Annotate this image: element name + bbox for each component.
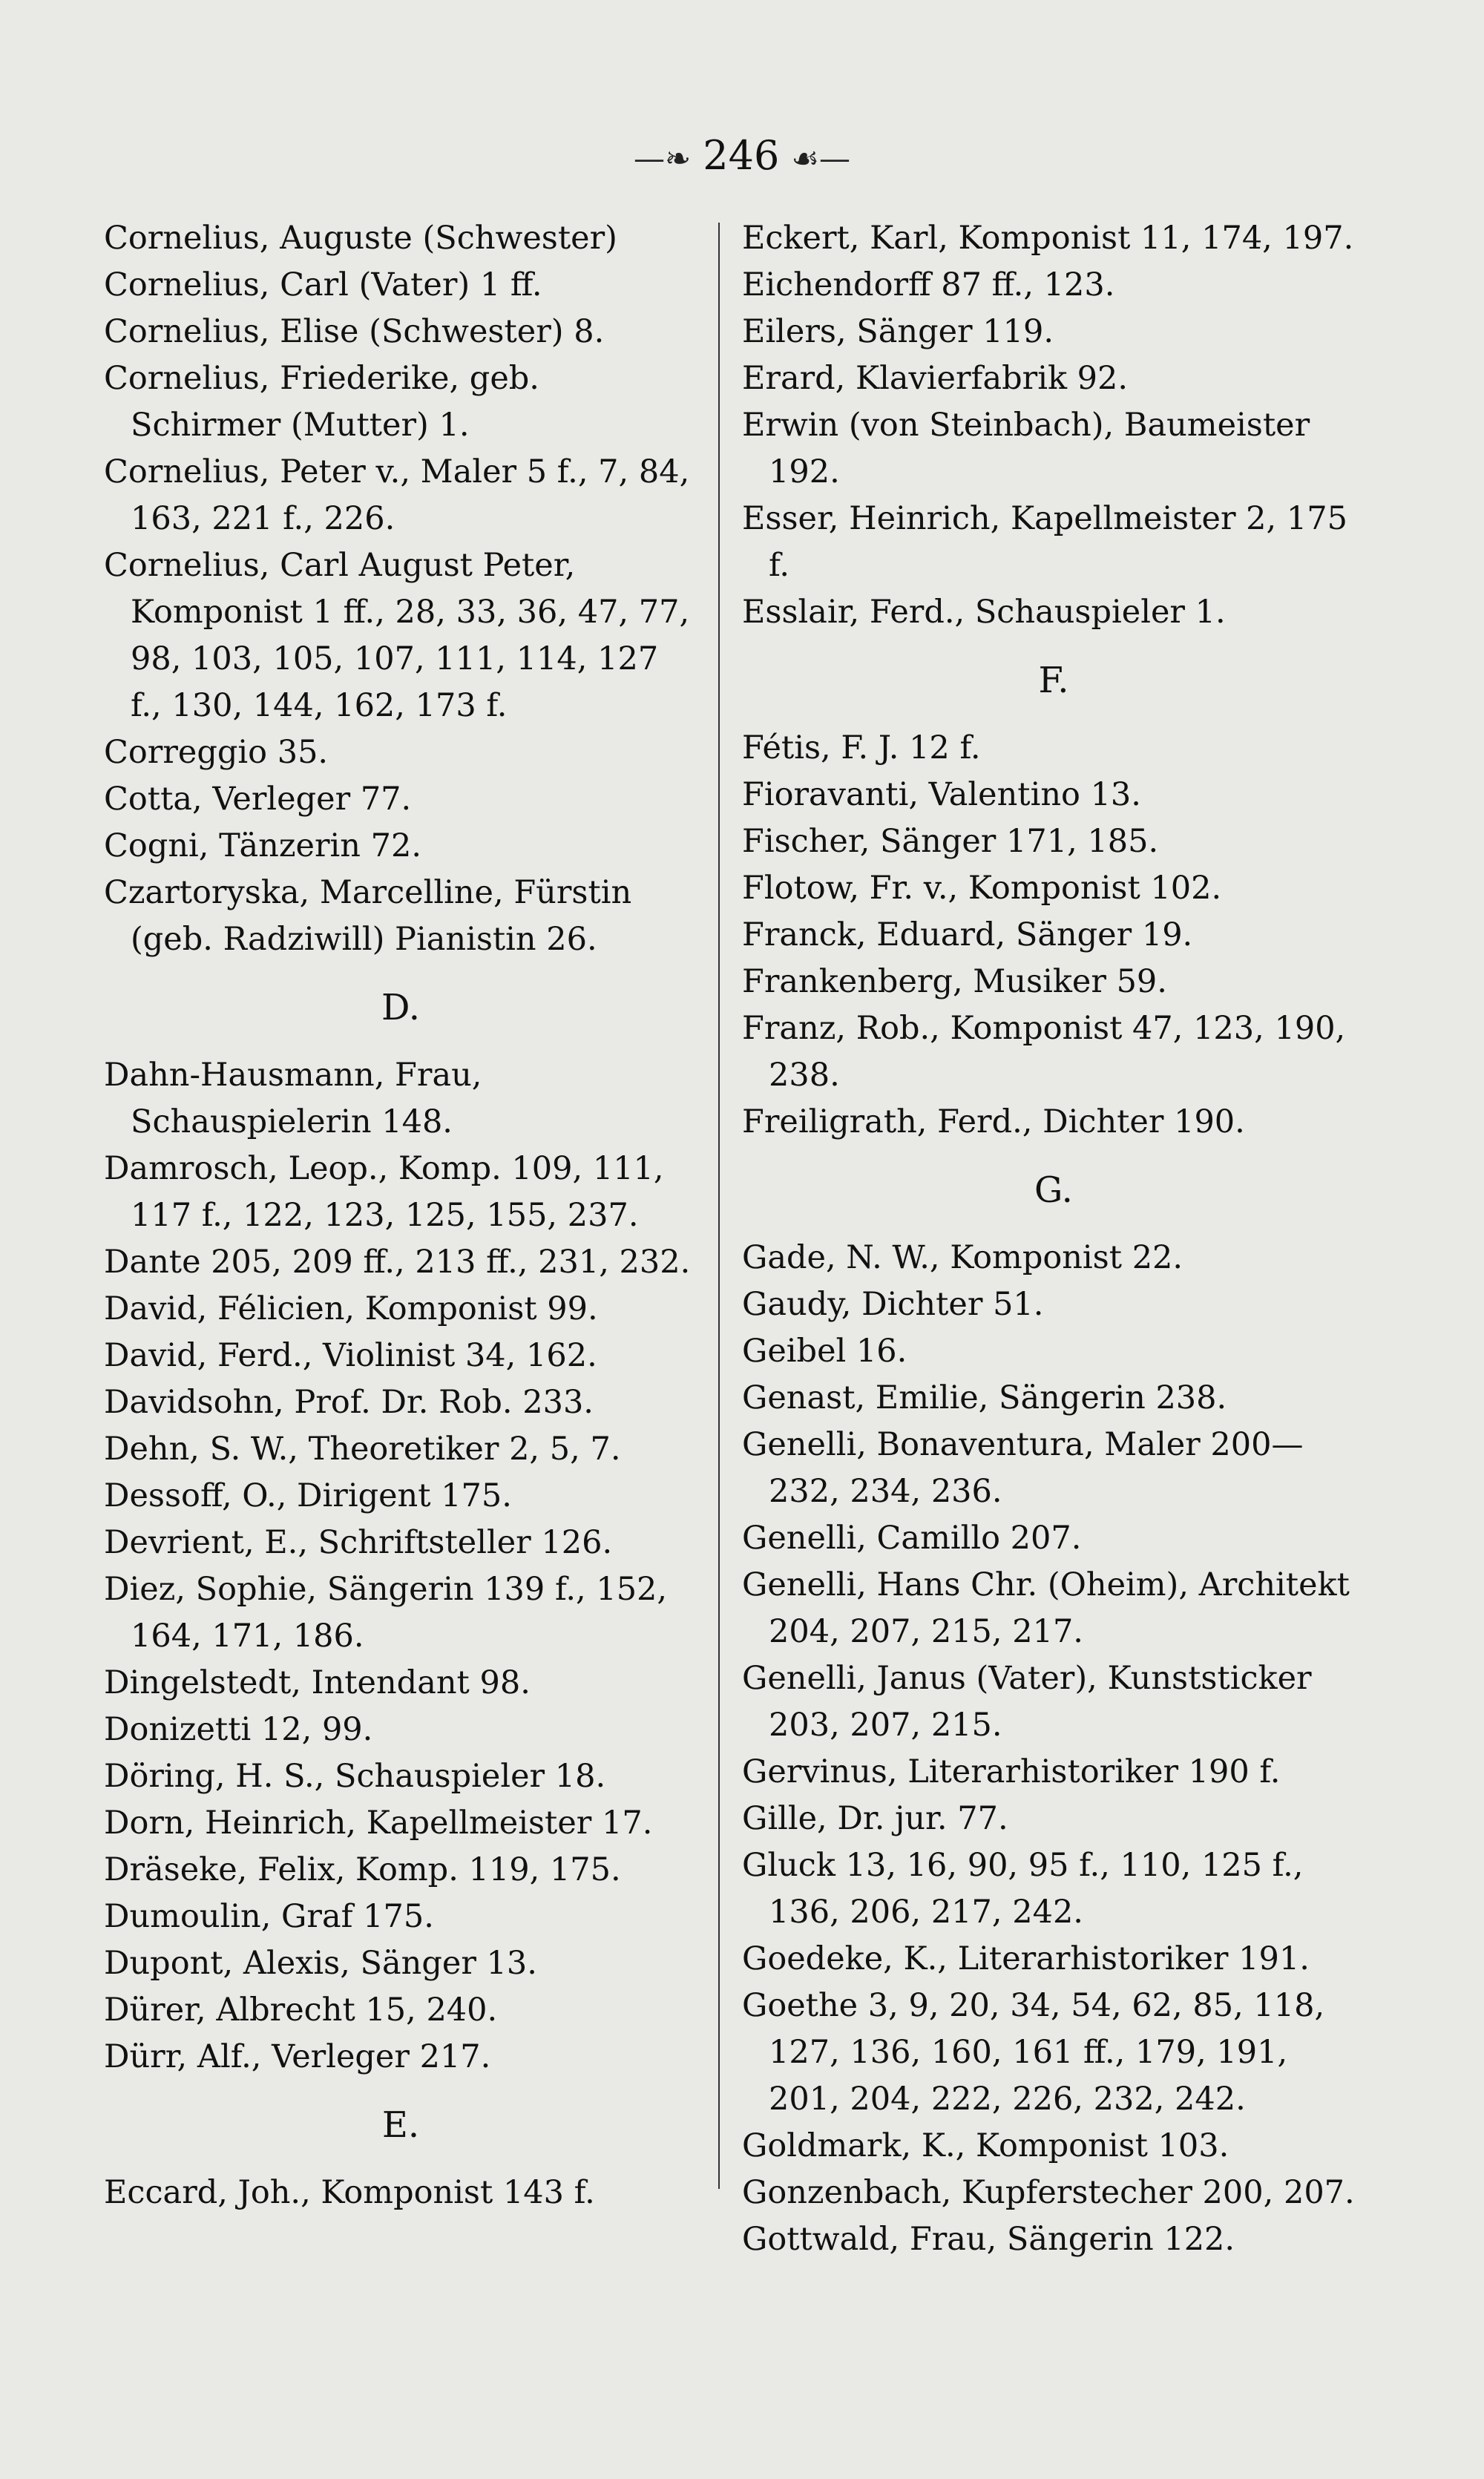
index-entry: Cornelius, Carl (Vater) 1 ff.: [104, 266, 542, 303]
index-entry: Dupont, Alexis, Sänger 13.: [104, 1945, 537, 1982]
index-entry: Flotow, Fr. v., Komponist 102.: [742, 870, 1222, 907]
index-entry: Frankenberg, Musiker 59.: [742, 963, 1167, 1000]
index-entry: Freiligrath, Ferd., Dichter 190.: [742, 1103, 1245, 1140]
index-entry: Gluck 13, 16, 90, 95 f., 110, 125 f., 136, 206, 217, 242.: [742, 1847, 1304, 1931]
index-entry: Genelli, Hans Chr. (Oheim), Architekt 204, 207, 215, 217.: [742, 1566, 1350, 1650]
index-entry: Dorn, Heinrich, Kapellmeister 17.: [104, 1805, 653, 1842]
index-entry: Eccard, Joh., Komponist 143 f.: [104, 2174, 595, 2211]
index-entry: Eckert, Karl, Komponist 11, 174, 197.: [742, 220, 1354, 257]
index-entry: Diez, Sophie, Sängerin 139 f., 152, 164, 171, 186.: [104, 1571, 668, 1655]
index-entry: Erard, Klavierfabrik 92.: [742, 360, 1129, 397]
index-entry: Dürr, Alf., Verleger 217.: [104, 2038, 491, 2075]
index-entry: Erwin (von Steinbach), Baumeister 192.: [742, 407, 1310, 490]
index-entry: Cornelius, Peter v., Maler 5 f., 7, 84, 163, 221 f., 226.: [104, 453, 690, 537]
section-heading-e: E.: [381, 2104, 420, 2146]
column-divider: [718, 223, 720, 2189]
index-entry: Dessoff, O., Dirigent 175.: [104, 1477, 512, 1514]
index-entry: Gottwald, Frau, Sängerin 122.: [742, 2221, 1235, 2258]
index-entry: Czartoryska, Marcelline, Fürstin (geb. Radziwill) Pianistin 26.: [104, 874, 632, 958]
index-entry: Genast, Emilie, Sängerin 238.: [742, 1379, 1227, 1416]
index-entry: Gade, N. W., Komponist 22.: [742, 1239, 1183, 1276]
index-entry: Cornelius, Carl August Peter, Komponist 1 ff., 28, 33, 36, 47, 77, 98, 103, 105, 107, 111, 114, 127 f., 130, 144, 162, 173 f.: [104, 547, 690, 724]
left-column: [104, 215, 697, 2263]
index-entry: Dingelstedt, Intendant 98.: [104, 1664, 531, 1701]
index-entry: Esslair, Ferd., Schauspieler 1.: [742, 594, 1226, 631]
index-entry: Cornelius, Elise (Schwester) 8.: [104, 313, 605, 350]
index-entry: Genelli, Camillo 207.: [742, 1520, 1082, 1557]
index-entry: Donizetti 12, 99.: [104, 1711, 373, 1748]
index-entry: Cornelius, Auguste (Schwester): [104, 220, 617, 257]
page-header: [0, 126, 1484, 185]
section-heading-f: F.: [1038, 660, 1069, 701]
index-entry: Dräseke, Felix, Komp. 119, 175.: [104, 1851, 621, 1888]
index-entry: Dürer, Albrecht 15, 240.: [104, 1992, 498, 2029]
index-entry: Devrient, E., Schriftsteller 126.: [104, 1524, 613, 1561]
right-column: [742, 215, 1365, 2263]
index-entry: Döring, H. S., Schauspieler 18.: [104, 1758, 606, 1795]
index-entry: Geibel 16.: [742, 1333, 907, 1370]
index-entry: Cornelius, Friederike, geb. Schirmer (Mutter) 1.: [104, 360, 539, 444]
index-entry: Eichendorff 87 ff., 123.: [742, 266, 1115, 303]
index-entry: Gervinus, Literarhistoriker 190 f.: [742, 1753, 1281, 1790]
index-entry: Gille, Dr. jur. 77.: [742, 1800, 1008, 1837]
index-entry: Fischer, Sänger 171, 185.: [742, 823, 1159, 860]
index-entry: Dante 205, 209 ff., 213 ff., 231, 232.: [104, 1244, 691, 1281]
index-entry: Goldmark, K., Komponist 103.: [742, 2127, 1229, 2164]
index-entry: David, Félicien, Komponist 99.: [104, 1290, 598, 1327]
ornament-right: ☙—: [791, 140, 850, 177]
index-entry: Dehn, S. W., Theoretiker 2, 5, 7.: [104, 1431, 621, 1468]
index-entry: Eilers, Sänger 119.: [742, 313, 1054, 350]
index-entry: Fioravanti, Valentino 13.: [742, 776, 1141, 813]
index-entry: Cotta, Verleger 77.: [104, 781, 412, 818]
index-entry: Genelli, Bonaventura, Maler 200—232, 234, 236.: [742, 1426, 1304, 1510]
section-heading-d: D.: [381, 987, 421, 1028]
index-entry: Dumoulin, Graf 175.: [104, 1898, 434, 1935]
index-entry: Gaudy, Dichter 51.: [742, 1286, 1044, 1323]
index-entry: Fétis, F. J. 12 f.: [742, 729, 981, 766]
index-entry: Esser, Heinrich, Kapellmeister 2, 175 f.: [742, 500, 1347, 584]
index-entry: Davidsohn, Prof. Dr. Rob. 233.: [104, 1384, 594, 1421]
ornament-left: —❧: [634, 140, 692, 177]
index-entry: Goedeke, K., Literarhistoriker 191.: [742, 1940, 1310, 1977]
index-entry: Cogni, Tänzerin 72.: [104, 827, 422, 864]
index-entry: Goethe 3, 9, 20, 34, 54, 62, 85, 118, 127, 136, 160, 161 ff., 179, 191, 201, 204, 222, 226, 232, 242.: [742, 1987, 1325, 2118]
index-entry: Gonzenbach, Kupferstecher 200, 207.: [742, 2174, 1355, 2211]
index-entry: Genelli, Janus (Vater), Kunststicker 203, 207, 215.: [742, 1660, 1312, 1744]
section-heading-g: G.: [1034, 1169, 1073, 1211]
index-entry: Damrosch, Leop., Komp. 109, 111, 117 f., 122, 123, 125, 155, 237.: [104, 1150, 664, 1234]
index-entry: David, Ferd., Violinist 34, 162.: [104, 1337, 597, 1374]
index-entry: Franck, Eduard, Sänger 19.: [742, 916, 1193, 953]
index-entry: Dahn-Hausmann, Frau, Schauspielerin 148.: [104, 1057, 482, 1140]
index-entry: Franz, Rob., Komponist 47, 123, 190, 238.: [742, 1010, 1346, 1094]
index-entry: Correggio 35.: [104, 734, 329, 771]
page-number: 246: [703, 132, 780, 179]
